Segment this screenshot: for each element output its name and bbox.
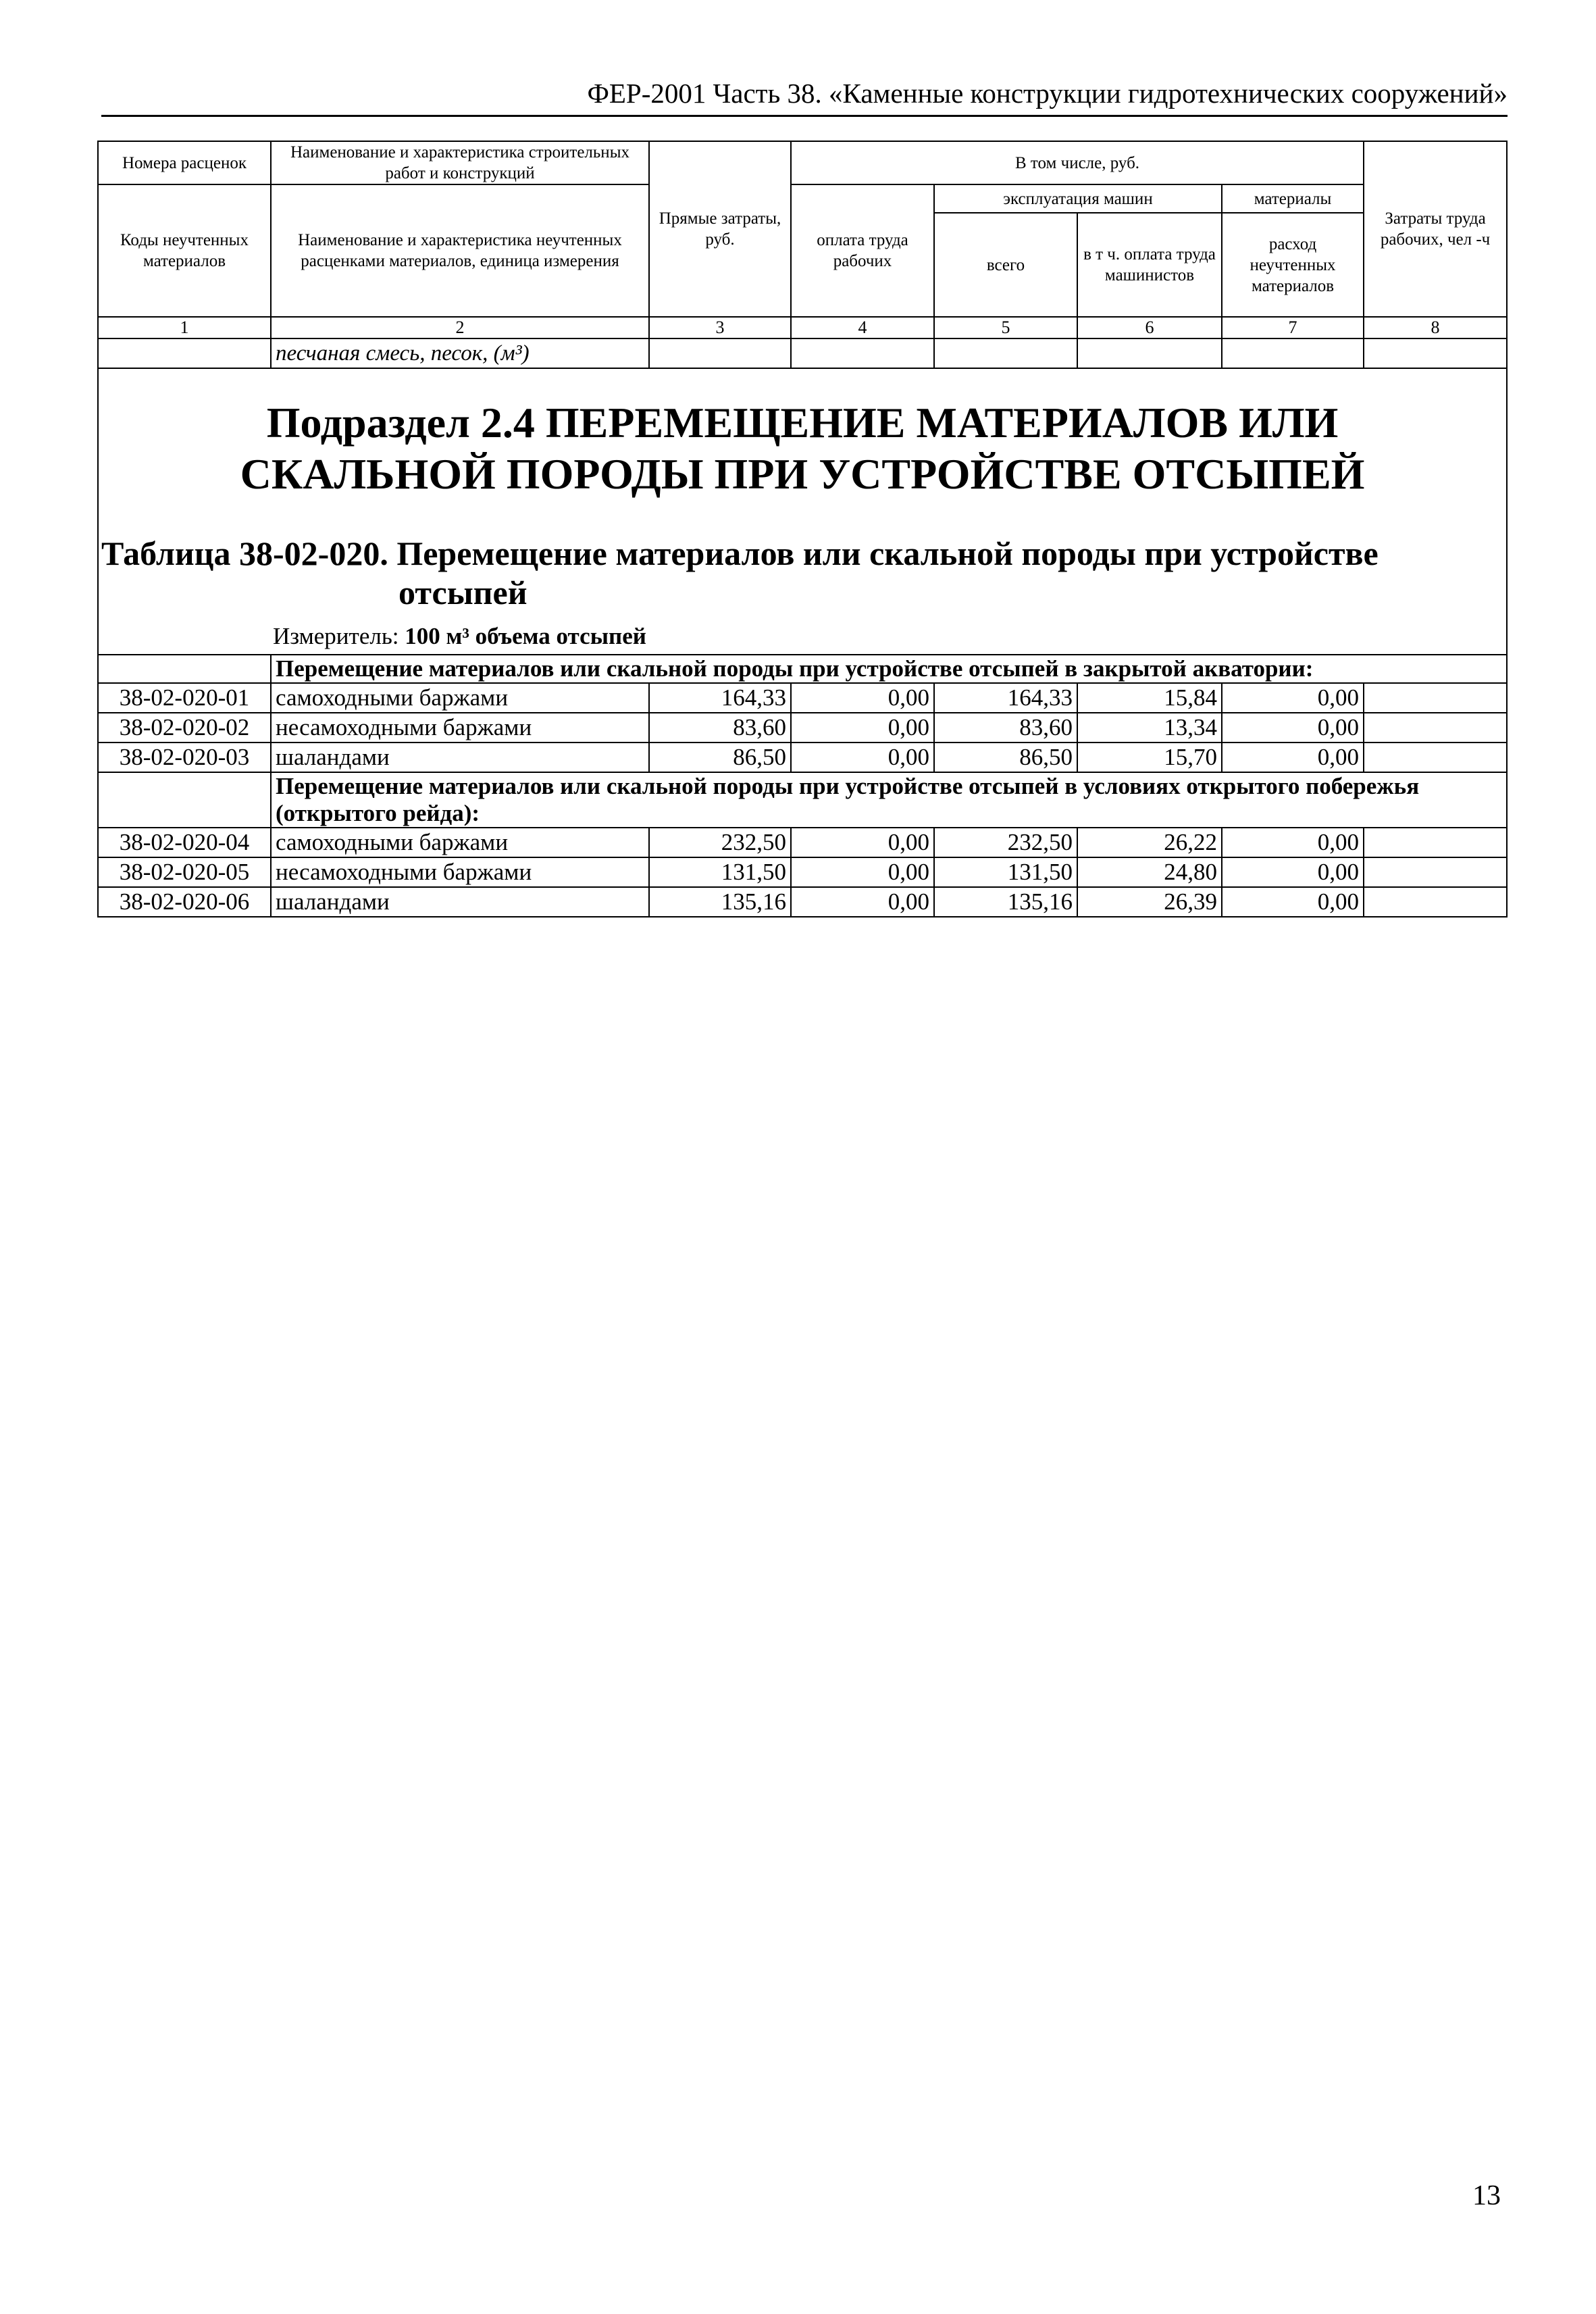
cell-labor: 0,00 — [791, 713, 934, 743]
header-in-that-number: В том числе, руб. — [791, 141, 1364, 184]
column-numbers-row — [98, 317, 1507, 338]
column-number: 2 — [271, 317, 649, 338]
cell-machines: 232,50 — [934, 828, 1077, 857]
header-work-name: Наименование и характеристика строительных работ и конструкций — [271, 141, 649, 184]
cell-labor: 0,00 — [791, 683, 934, 713]
cell-name: самоходными баржами — [271, 828, 649, 857]
cell-operators: 24,80 — [1077, 857, 1222, 887]
header-direct-costs: Прямые затраты, руб. — [649, 141, 791, 317]
measure-value: 100 м³ объема отсыпей — [405, 623, 646, 649]
cell-materials: 0,00 — [1222, 683, 1364, 713]
cell-labor: 0,00 — [791, 857, 934, 887]
cell-name: шаландами — [271, 743, 649, 772]
group-header-row — [98, 655, 1507, 683]
column-number: 8 — [1364, 317, 1507, 338]
cell-materials: 0,00 — [1222, 828, 1364, 857]
header-rate-numbers: Номера расценок — [98, 141, 271, 184]
cell-hours — [1364, 713, 1507, 743]
column-number: 6 — [1077, 317, 1222, 338]
cell-labor: 0,00 — [791, 743, 934, 772]
cell-operators: 13,34 — [1077, 713, 1222, 743]
cell-operators: 26,39 — [1077, 887, 1222, 917]
header-machines: эксплуатация машин — [934, 184, 1222, 213]
cell-direct: 131,50 — [649, 857, 791, 887]
cell-hours — [1364, 857, 1507, 887]
page-number: 13 — [1472, 2180, 1501, 2211]
measure-line — [273, 623, 1506, 650]
cell-code: 38-02-020-06 — [98, 887, 271, 917]
cell-code: 38-02-020-02 — [98, 713, 271, 743]
header-material-codes: Коды неучтенных материалов — [98, 184, 271, 317]
table-row — [98, 887, 1507, 917]
table-title: Таблица 38-02-020. Перемещение материалов или скальной породы при устройстве отсыпей — [101, 534, 1379, 611]
table-row — [98, 743, 1507, 772]
rates-table — [97, 141, 1508, 917]
cell-machines: 86,50 — [934, 743, 1077, 772]
cell-direct: 164,33 — [649, 683, 791, 713]
cell-name: шаландами — [271, 887, 649, 917]
cell-operators: 15,84 — [1077, 683, 1222, 713]
section-heading-row — [98, 368, 1507, 655]
table-row — [98, 857, 1507, 887]
column-number: 4 — [791, 317, 934, 338]
cell-materials: 0,00 — [1222, 887, 1364, 917]
group-title: Перемещение материалов или скальной породы при устройстве отсыпей в закрытой акватории: — [271, 655, 1507, 683]
cell-machines: 164,33 — [934, 683, 1077, 713]
header-material-name: Наименование и характеристика неучтенных расценками материалов, единица измерения — [271, 184, 649, 317]
cell-hours — [1364, 828, 1507, 857]
cell-machines: 83,60 — [934, 713, 1077, 743]
cell-code: 38-02-020-03 — [98, 743, 271, 772]
header-materials: материалы — [1222, 184, 1364, 213]
cell-materials: 0,00 — [1222, 713, 1364, 743]
cell-direct: 232,50 — [649, 828, 791, 857]
material-name: песчаная смесь, песок, (м³) — [271, 338, 649, 368]
cell-hours — [1364, 743, 1507, 772]
running-header: ФЕР-2001 Часть 38. «Каменные конструкции гидротехнических сооружений» — [587, 78, 1508, 109]
material-row — [98, 338, 1507, 368]
cell-materials: 0,00 — [1222, 857, 1364, 887]
cell-code: 38-02-020-01 — [98, 683, 271, 713]
cell-labor: 0,00 — [791, 887, 934, 917]
cell-direct: 83,60 — [649, 713, 791, 743]
cell-name: несамоходными баржами — [271, 857, 649, 887]
cell-operators: 26,22 — [1077, 828, 1222, 857]
cell-name: самоходными баржами — [271, 683, 649, 713]
table-row — [98, 683, 1507, 713]
header-unaccounted-materials: расход неучтенных материалов — [1222, 213, 1364, 317]
column-number: 1 — [98, 317, 271, 338]
group-header-row — [98, 772, 1507, 828]
cell-machines: 135,16 — [934, 887, 1077, 917]
header-worker-pay: оплата труда рабочих — [791, 184, 934, 317]
cell-direct: 86,50 — [649, 743, 791, 772]
cell-code: 38-02-020-04 — [98, 828, 271, 857]
cell-materials: 0,00 — [1222, 743, 1364, 772]
cell-name: несамоходными баржами — [271, 713, 649, 743]
table-row — [98, 828, 1507, 857]
cell-code: 38-02-020-05 — [98, 857, 271, 887]
cell-hours — [1364, 887, 1507, 917]
header-labor-hours: Затраты труда рабочих, чел -ч — [1364, 141, 1507, 317]
table-row — [98, 713, 1507, 743]
subsection-title: Подраздел 2.4 ПЕРЕМЕЩЕНИЕ МАТЕРИАЛОВ ИЛИ СКАЛЬНОЙ ПОРОДЫ ПРИ УСТРОЙСТВЕ ОТСЫПЕЙ — [240, 399, 1365, 498]
measure-label: Измеритель: — [273, 623, 399, 649]
cell-operators: 15,70 — [1077, 743, 1222, 772]
cell-machines: 131,50 — [934, 857, 1077, 887]
column-number: 3 — [649, 317, 791, 338]
column-number: 7 — [1222, 317, 1364, 338]
header-rule — [101, 115, 1508, 117]
header-operator-pay: в т ч. оплата труда машинистов — [1077, 213, 1222, 317]
header-machines-total: всего — [934, 213, 1077, 317]
group-title: Перемещение материалов или скальной породы при устройстве отсыпей в условиях открытого побережья (открытого рейда): — [271, 772, 1507, 828]
cell-direct: 135,16 — [649, 887, 791, 917]
cell-labor: 0,00 — [791, 828, 934, 857]
column-number: 5 — [934, 317, 1077, 338]
cell-hours — [1364, 683, 1507, 713]
